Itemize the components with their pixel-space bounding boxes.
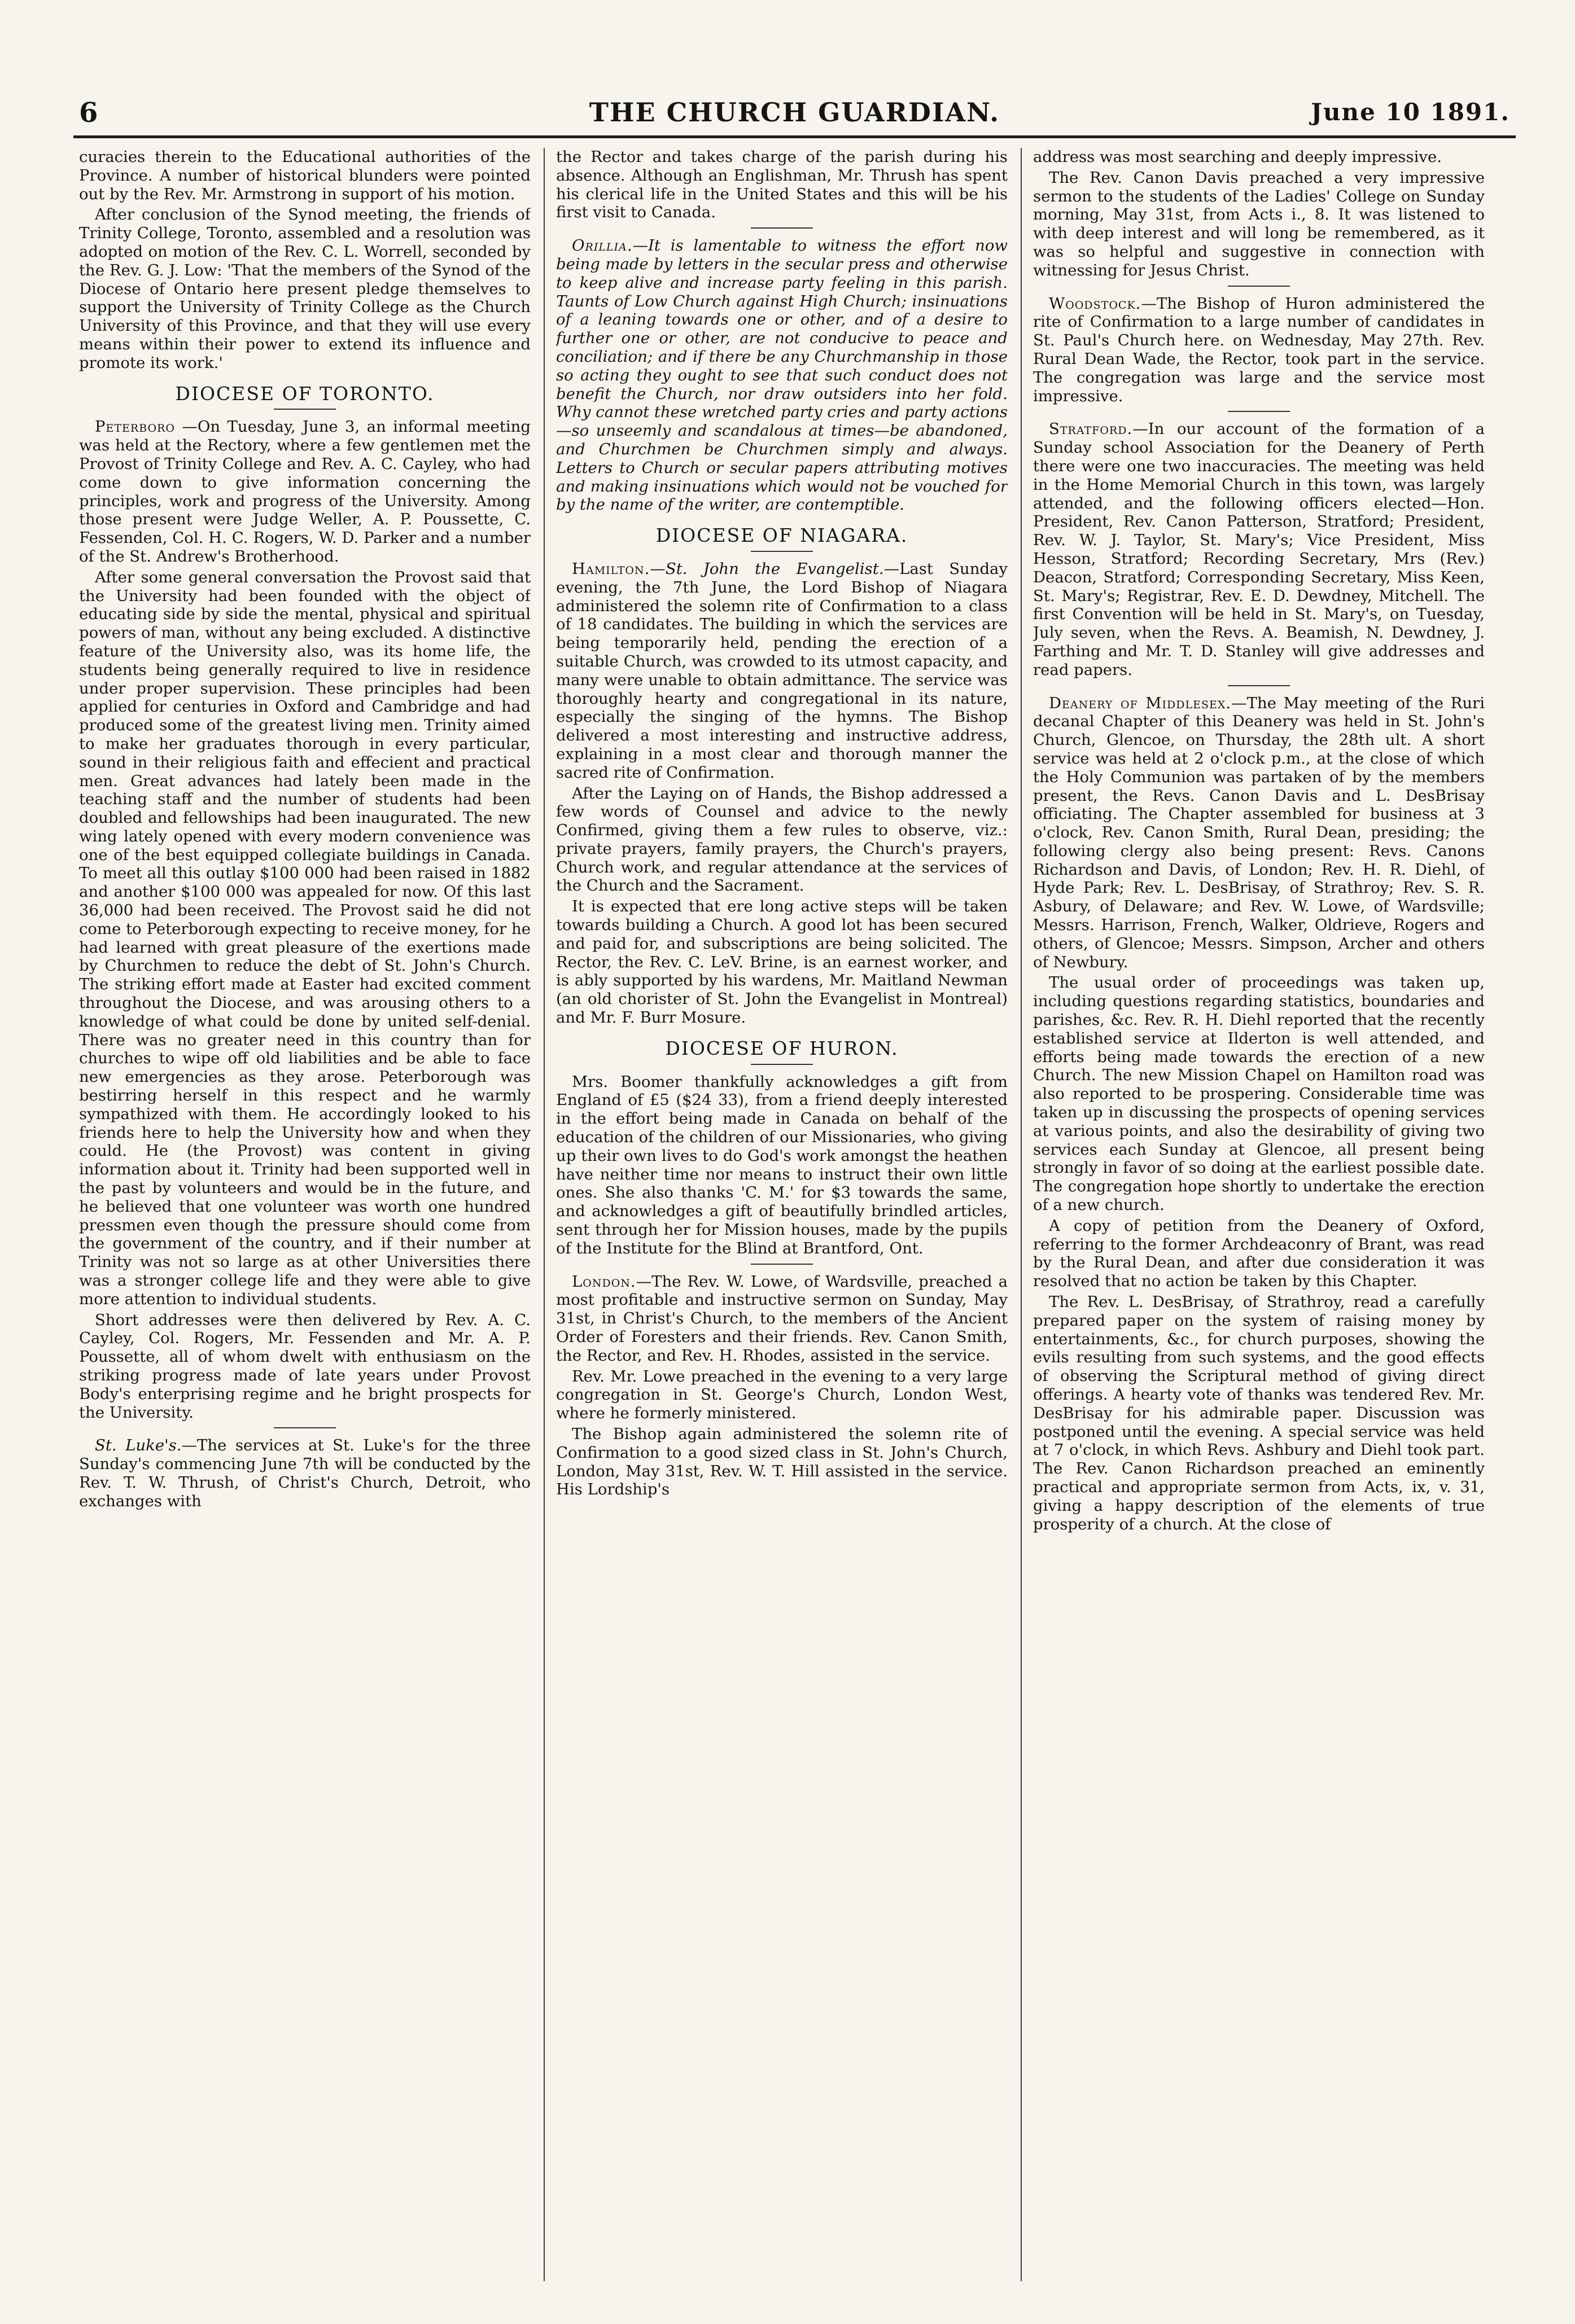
paragraph: It is expected that ere long active steps will be taken towards building a Church. A good lot has been secured and paid for, and subscriptions are being solicited. The Rector, the Rev. C. LeV. Brine, is an earnest worker, and is ably supported by his wardens, Mr. Maitland Newman (an old chorister of St. John the Evangelist in Montreal) and Mr. F. Burr Mosure.	[556, 897, 1008, 1027]
paragraph: After some general conversation the Provost said that the University had been founded with the object of educating side by side the mental, physical and spiritual powers of man, without any being excluded. A distinctive feature of the University also, was its home life, the students being generally required to live in residence under proper supervision. These principles had been applied for centuries in Oxford and Cambridge and had produced some of the greatest living men. Trinity aimed to make her graduates thorough in every particular, sound in their religious faith and effecient and practical men. Great advances had lately been made in the teaching staff and the number of students had been doubled and fellowships had been inaugurated. The new wing lately opened with every modern convenience was one of the best equipped collegiate buildings in Canada. To meet all this outlay $100 000 had been raised in 1882 and another $100 000 was appealed for now. Of this last 36,000 had been received. The Provost said he did not come to Peterborough expecting to receive money, for he had learned with great pleasure of the exertions made by Churchmen to reduce the debt of St. John's Church. The striking effort made at Easter had excited comment throughout the Diocese, and was arousing others to a knowledge of what could be done by united self-denial. There was no greater need in this country than for churches to wipe off old liabilities and be able to face new emergencies as they arose. Peterborough was bestirring herself in this respect and he warmly sympathized with them. He accordingly looked to his friends here to help the University how and when they could. He (the Provost) was content in giving information about it. Trinity had been supported well in the past by volunteers and would be in the future, and he believed that one volunteer was worth one hundred pressmen even though the pressure should come from the government of the country, and if their number at Trinity was not so large as at other Universities there was a stronger college life and they were able to give more attention to individual students.	[79, 568, 531, 1308]
paragraph	[556, 236, 1008, 514]
dateline: Woodstock.	[1049, 294, 1141, 313]
dateline: Peterboro	[95, 418, 175, 436]
separator	[1228, 411, 1290, 412]
section-heading: DIOCESE OF NIAGARA.	[655, 524, 908, 547]
page-number: 6	[79, 97, 98, 129]
page-header	[73, 85, 1516, 138]
column-divider	[1021, 148, 1022, 2281]
separator	[751, 1264, 813, 1265]
paragraph-text: —It is lamentable to witness the effort now being made by letters in the secular press and otherwise to keep alive and increase party feeling in this parish. Taunts of Low Church against High Church; insinuations of a leaning towards one or other, and of a desire to further one or other, are not conducive to peace and conciliation; and if there be any Churchmanship in those so acting they ought to see that such conduct does not benefit the Church, nor draw outsiders into her fold. Why cannot these wretched party cries and party actions—so unseemly and scandalous at times—be abandoned, and Churchmen be Churchmen simply and always. Letters to Church or secular papers attributing motives and making insinuations which would not be vouched for by the name of the writer, are contemptible.	[556, 236, 1008, 514]
column-2	[556, 148, 1008, 2304]
paragraph-text: —The Rev. W. Lowe, of Wardsville, preached a most profitable and instructive sermon on Sunday, May 31st, in Christ's Church, to the members of the Ancient Order of Foresters and their friends. Rev. Canon Smith, the Rector, and Rev. H. Rhodes, assisted in the service.	[556, 1272, 1008, 1365]
paragraph	[79, 1436, 531, 1510]
paragraph	[1033, 694, 1485, 972]
paragraph: A copy of petition from the Deanery of Oxford, referring to the former Archdeaconry of Brant, was read by the Rural Dean, and after due consideration it was resolved that no action be taken by this Chapter.	[1033, 1216, 1485, 1291]
paragraph-text: —The Bishop of Huron administered the rite of Confirmation to a large number of candidates in St. Paul's Church here. on Wednesday, May 27th. Rev. Rural Dean Wade, the Rector, took part in the service. The congregation was large and the service most impressive.	[1033, 294, 1485, 405]
paragraph: Mrs. Boomer thankfully acknowledges a gift from England of £5 ($24 33), from a friend deeply interested in the effort being made in Canada on behalf of the education of the children of our Missionaries, who giving up their own lives to do God's work amongst the heathen have neither time nor means to instruct their own little ones. She also thanks 'C. M.' for $3 towards the same, and acknowledges a gift of beautifully brindled articles, sent through her for Mission houses, made by the pupils of the Institute for the Blind at Brantford, Ont.	[556, 1072, 1008, 1257]
paragraph: the Rector and takes charge of the parish during his absence. Although an Englishman, Mr. Thrush has spent his clerical life in the United States and this will be his first visit to Canada.	[556, 148, 1008, 222]
column-1	[79, 148, 531, 2304]
column-divider	[544, 148, 545, 2281]
paragraph: Short addresses were then delivered by Rev. A. C. Cayley, Col. Rogers, Mr. Fessenden and Mr. A. P. Poussette, all of whom dwelt with enthusiasm on the striking progress made of late years under Provost Body's enterprising regime and he bright prospects for the University.	[79, 1310, 531, 1422]
separator	[274, 1427, 336, 1428]
paragraph: After conclusion of the Synod meeting, the friends of Trinity College, Toronto, assembled and a resolution was adopted on motion of the Rev. C. L. Worrell, seconded by the Rev. G. J. Low: 'That the members of the Synod of the Diocese of Ontario here present pledge themselves to support the University of Trinity College as the Church University of this Province, and that they will use every means within their power to extend its influence and promote its work.'	[79, 205, 531, 372]
paragraph-text: —The May meeting of the Ruri decanal Chapter of this Deanery was held in St. John's Church, Glencoe, on Thursday, the 28th ult. A short service was held at 2 o'clock p.m., at the close of which the Holy Communion was partaken of by the members present, the Revs. Canon Davis and L. DesBrisay officiating. The Chapter assembled for business at 3 o'clock, Rev. Canon Smith, Rural Dean, presiding; the following clergy also being present: Revs. Canons Richardson and Davis, of London; Rev. H. R. Diehl, of Hyde Park; Rev. L. DesBrisay, of Strathroy; Rev. S. R. Asbury, of Delaware; and Rev. W. Lowe, of Wardsville; Messrs. Harrison, French, Walker, Oldrieve, Rogers and others, of Glencoe; Messrs. Simpson, Archer and others of Newbury.	[1033, 694, 1485, 971]
section-heading: DIOCESE OF TORONTO.	[175, 382, 435, 405]
paragraph	[79, 418, 531, 565]
paragraph: The Bishop again administered the solemn rite of Confirmation to a good sized class in St. John's Church, London, May 31st, Rev. W. T. Hill assisted in the service. His Lordship's	[556, 1425, 1008, 1499]
paragraph: Rev. Mr. Lowe preached in the evening to a very large congregation in St. George's Church, London West, where he formerly ministered.	[556, 1367, 1008, 1423]
paragraph	[556, 1273, 1008, 1365]
paragraph: After the Laying on of Hands, the Bishop addressed a few words of Counsel and advice to the newly Confirmed, giving them a few rules to observe, viz.: private prayers, family prayers, the Church's prayers, Church work, and regular attendance at the services of the Church and the Sacrament.	[556, 784, 1008, 895]
paragraph-text: —Last Sunday evening, the 7th June, the Lord Bishop of Niagara administered the solemn rite of Confirmation to a class of 18 candidates. The building in which the services are being temporarily held, pending the erection of a suitable Church, was crowded to its utmost capacity, and many were unable to obtain admittance. The service was thoroughly hearty and congregational in its nature, especially the singing of the hymns. The Bishop delivered a most interesting and instructive address, explaining in a most clear and thorough manner the sacred rite of Confirmation.	[556, 559, 1008, 782]
paragraph: The usual order of proceedings was taken up, including questions regarding statistics, boundaries and parishes, &c. Rev. R. H. Diehl reported that the recently established service at Ilderton is well attended, and efforts being made towards the erection of a new Church. The new Mission Chapel on Hamilton road was also reported to be prospering. Considerable time was taken up in discussing the prospects of opening services at various points, and also the desirability of giving two services each Sunday at Glencoe, all present being strongly in favor of so doing at the earliest possible date. The congregation hope shortly to undertake the erection of a new church.	[1033, 974, 1485, 1214]
section-heading: DIOCESE OF HURON.	[665, 1037, 899, 1059]
column-3	[1033, 148, 1485, 2304]
paragraph: The Rev. Canon Davis preached a very impressive sermon to the students of the Ladies' College on Sunday morning, May 31st, from Acts i., 8. It was listened to with deep interest and will long be remembered, as it was so helpful and suggestive in connection with witnessing for Jesus Christ.	[1033, 168, 1485, 279]
separator	[1228, 286, 1290, 287]
paragraph-text: —In our account of the formation of a Sunday school Association for the Deanery of Perth there were one two inaccuracies. The meeting was held in the Home Memorial Church in this town, was largely attended, and the following officers elected—Hon. President, Rev. Canon Patterson, Stratford; President, Rev. W. J. Taylor, St. Mary's; Vice President, Miss Hesson, Stratford; Recording Secretary, Mrs (Rev.) Deacon, Stratford; Corresponding Secretary, Miss Keen, St. Mary's; Registrar, Rev. E. D. Dewdney, Mitchell. The first Convention will be held in St. Mary's, on Tuesday, July seven, when the Revs. A. Beamish, N. Dewdney, J. Farthing and Mr. T. D. Stanley will give addresses and read papers.	[1033, 420, 1485, 679]
separator	[751, 227, 813, 229]
separator	[274, 409, 336, 410]
dateline: Orillia.	[572, 236, 633, 255]
dateline: London.	[572, 1272, 636, 1291]
separator	[751, 551, 813, 552]
separator	[1228, 685, 1290, 686]
paragraph	[1033, 420, 1485, 679]
dateline: Stratford.	[1049, 420, 1133, 439]
dateline: St. Luke's.	[95, 1436, 182, 1455]
church-name: —St. John the Evangelist.	[650, 559, 884, 578]
separator	[751, 1064, 813, 1065]
issue-date: June 10 1891.	[1311, 98, 1510, 126]
paragraph: curacies therein to the Educational authorities of the Province. A number of historical blunders were pointed out by the Rev. Mr. Armstrong in support of his motion.	[79, 148, 531, 203]
paragraph: The Rev. L. DesBrisay, of Strathroy, read a carefully prepared paper on the system of raising money by entertainments, &c., for church purposes, showing the evils resulting from such systems, and the good effects of observing the Scriptural method of giving direct offerings. A hearty vote of thanks was tendered Rev. Mr. DesBrisay for his admirable paper. Discussion was postponed until the evening. A special service was held at 7 o'clock, in which Revs. Ashbury and Diehl took part. The Rev. Canon Richardson preached an eminently practical and appropriate sermon from Acts, ix, v. 31, giving a happy description of the elements of true prosperity of a church. At the close of	[1033, 1293, 1485, 1533]
newspaper-title: THE CHURCH GUARDIAN.	[589, 97, 1000, 128]
paragraph-text: —The services at St. Luke's for the three Sunday's commencing June 7th will be conducted by the Rev. T. W. Thrush, of Christ's Church, Detroit, who exchanges with	[79, 1436, 531, 1510]
paragraph: address was most searching and deeply impressive.	[1033, 148, 1442, 166]
paragraph	[1033, 295, 1485, 406]
dateline: Hamilton.	[572, 559, 650, 578]
paragraph-text: —On Tuesday, June 3, an informal meeting was held at the Rectory, where a few gentlemen met the Provost of Trinity College and Rev. A. C. Cayley, who had come down to give information concerning the principles, work and progress of the University. Among those present were Judge Weller, A. P. Poussette, C. Fessenden, Col. H. C. Rogers, W. D. Parker and a number of the St. Andrew's Brotherhood.	[79, 418, 531, 565]
dateline: Deanery of Middlesex.	[1049, 694, 1232, 712]
paragraph	[556, 560, 1008, 782]
